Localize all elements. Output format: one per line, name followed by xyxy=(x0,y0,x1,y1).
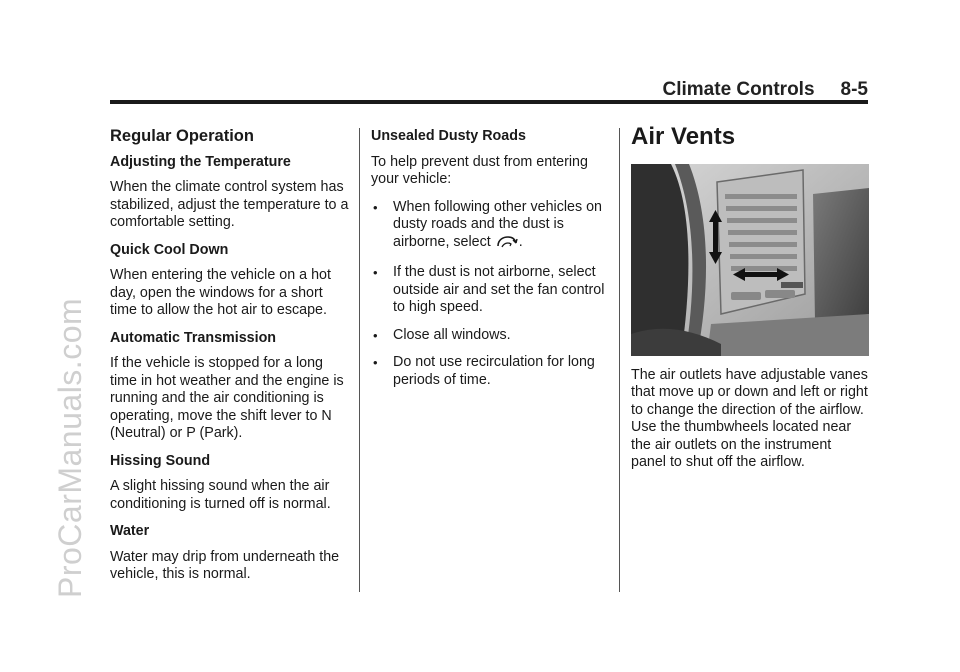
dusty-roads-list xyxy=(371,199,607,390)
bullet-text-end: . xyxy=(518,233,523,250)
bullet-text: When following other vehicles on dusty roads and the dust is airborne, select xyxy=(393,198,603,250)
list-item: • If the dust is not airborne, select outside air and set the fan control to high speed. xyxy=(371,264,607,317)
list-item xyxy=(371,199,607,255)
header-rule xyxy=(110,100,868,104)
column-divider-1 xyxy=(359,128,360,592)
side-watermark: ProCarManuals.com xyxy=(52,297,88,598)
subheading-unsealed-dusty-roads: Unsealed Dusty Roads xyxy=(371,128,526,144)
list-item: • Do not use recirculation for long periods of time. xyxy=(371,354,607,389)
page-header xyxy=(663,79,869,101)
subheading-hissing-sound: Hissing Sound xyxy=(110,452,211,469)
list-item: • Close all windows. xyxy=(371,327,607,345)
paragraph-automatic-transmission: If the vehicle is stopped for a long time in hot weather and the engine is running and the air conditioning is operating, move the shift lever to N (Neutral) or P (Park). xyxy=(110,355,344,441)
paragraph-adjusting-temperature: When the climate control system has stabilized, adjust the temperature to a comfortable setting. xyxy=(110,179,349,230)
paragraph-water: Water may drip from underneath the vehicle, this is normal. xyxy=(110,548,340,582)
column-divider-2 xyxy=(619,128,620,592)
paragraph-air-vents: The air outlets have adjustable vanes that move up or down and left or right to change the direction of the airflow. Use the thumbwheels located near the air outlets on the instrument panel to shut off the airflow. xyxy=(631,366,868,470)
column-3 xyxy=(631,123,869,482)
column-2 xyxy=(371,128,607,399)
subheading-automatic-transmission: Automatic Transmission xyxy=(110,329,277,346)
subheading-quick-cool-down: Quick Cool Down xyxy=(110,241,229,258)
air-vents-photo xyxy=(631,164,869,356)
column-1 xyxy=(110,128,350,594)
subheading-adjusting-temperature: Adjusting the Temperature xyxy=(110,153,291,170)
paragraph-dusty-intro: To help prevent dust from entering your vehicle: xyxy=(371,153,588,187)
paragraph-quick-cool-down: When entering the vehicle on a hot day, open the windows for a short time to allow the hot air to escape. xyxy=(110,267,331,318)
section-title: Climate Controls xyxy=(662,79,815,100)
subheading-water: Water xyxy=(110,523,150,539)
page-number: 8-5 xyxy=(840,79,868,100)
section-heading-regular-operation: Regular Operation xyxy=(110,127,254,145)
recirculation-icon xyxy=(496,235,518,255)
paragraph-hissing-sound: A slight hissing sound when the air conditioning is turned off is normal. xyxy=(110,478,331,512)
section-heading-air-vents: Air Vents xyxy=(631,123,736,150)
